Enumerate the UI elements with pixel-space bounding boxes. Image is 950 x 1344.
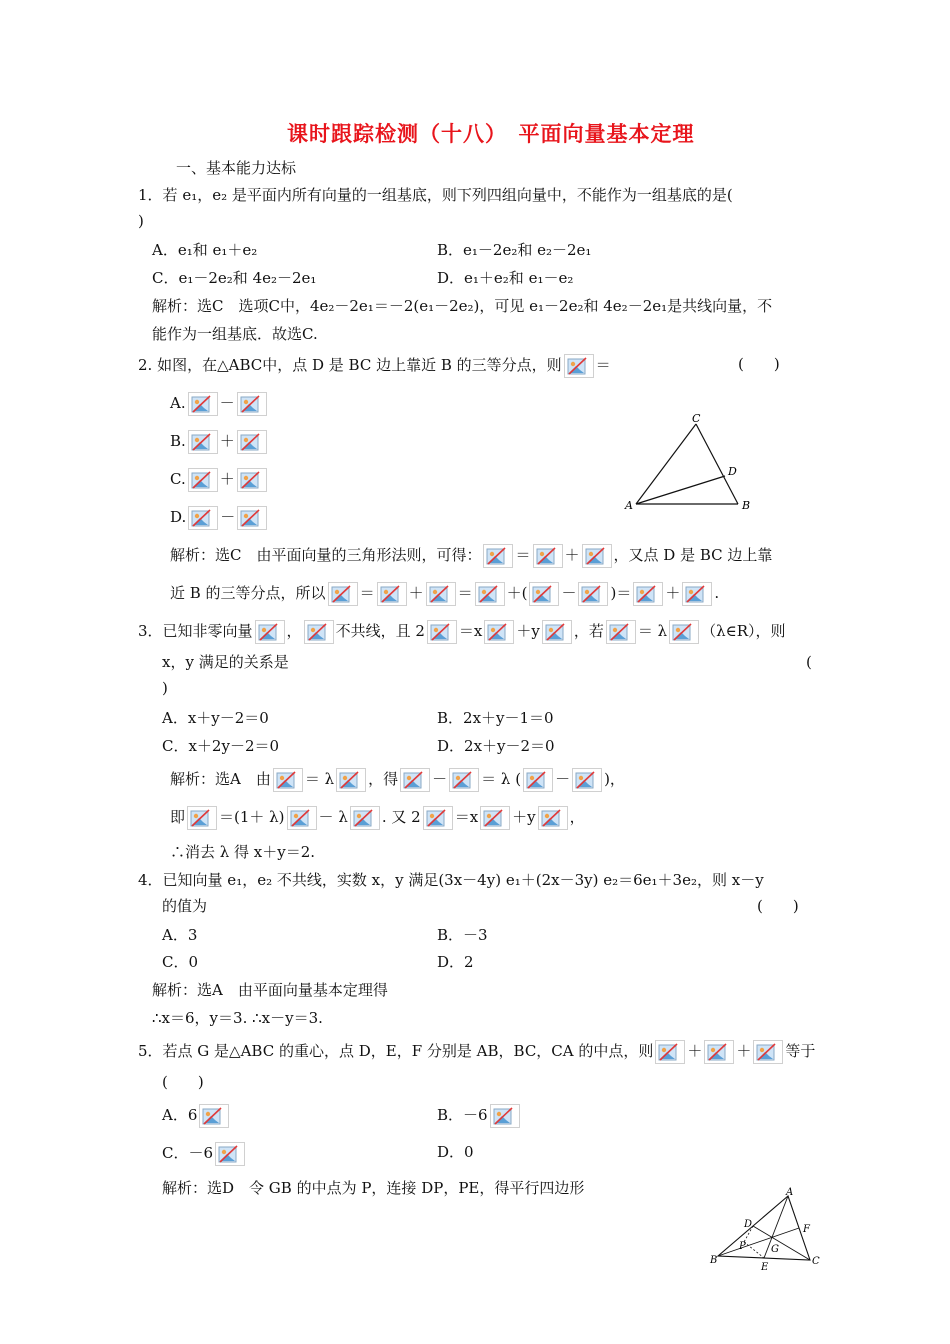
q5-triangle-figure (706, 1186, 826, 1272)
vector-image-icon (449, 768, 479, 792)
q3-option-c: C．x＋2y－2＝0 (162, 737, 280, 755)
vector-image-icon (400, 768, 430, 792)
label-p: P (739, 1241, 746, 1252)
section-heading: 一、基本能力达标 (176, 159, 297, 177)
vector-image-icon (483, 544, 513, 568)
vector-image-icon (490, 1104, 520, 1128)
q2-option-d: D. － (170, 506, 269, 530)
q4-option-d: D．2 (437, 953, 474, 971)
q1-answer-line1: 解析：选C 选项C中，4e₂－2e₁＝－2(e₁－2e₂)，可见 e₁－2e₂和 4e₂－2e₁是共线向量，不 (152, 297, 773, 315)
q3-answer-line2: 即 ＝(1＋ λ) － λ . 又 2 ＝x ＋y ， (170, 806, 585, 830)
vector-image-icon (753, 1040, 783, 1064)
vector-image-icon (188, 392, 218, 416)
vector-image-icon (572, 768, 602, 792)
vector-image-icon (655, 1040, 685, 1064)
q1-option-d: D．e₁＋e₂和 e₁－e₂ (437, 269, 574, 287)
vector-image-icon (564, 354, 594, 378)
q4-stem-line2: 的值为 (162, 897, 208, 915)
vector-image-icon (423, 806, 453, 830)
vector-image-icon (484, 620, 514, 644)
vector-image-icon (215, 1142, 245, 1166)
q5-option-d: D．0 (437, 1143, 474, 1161)
vector-image-icon (273, 768, 303, 792)
vector-image-icon (542, 620, 572, 644)
q3-answer-line1: 解析：选A 由 ＝ λ ，得 － ＝ λ ( － )， (170, 768, 625, 792)
vector-image-icon (523, 768, 553, 792)
vector-image-icon (427, 620, 457, 644)
q1-stem-tail: ) (138, 212, 144, 230)
label-c: C (692, 412, 701, 425)
q3-answer-line3: ∴消去 λ 得 x＋y＝2. (170, 843, 316, 861)
q5-paren: ( ) (162, 1073, 204, 1091)
q3-option-a: A．x＋y－2＝0 (162, 709, 269, 727)
vector-image-icon (578, 582, 608, 606)
vector-image-icon (237, 430, 267, 454)
vector-image-icon (582, 544, 612, 568)
label-b: B (710, 1255, 718, 1266)
q4-answer-line1: 解析：选A 由平面向量基本定理得 (152, 981, 388, 999)
vector-image-icon (188, 430, 218, 454)
q5-stem: 5．若点 G 是△ABC 的重心，点 D，E，F 分别是 AB，BC，CA 的中点，则 ＋ ＋ 等于 (138, 1040, 815, 1064)
q1-stem: 1．若 e₁，e₂ 是平面内所有向量的一组基底，则下列四组向量中，不能作为一组基底的是( (138, 186, 733, 204)
vector-image-icon (237, 468, 267, 492)
label-f: F (803, 1224, 810, 1235)
q5-option-a: A．6 (162, 1104, 231, 1128)
vector-image-icon (188, 468, 218, 492)
q4-option-c: C．0 (162, 953, 199, 971)
vector-image-icon (682, 582, 712, 606)
vector-image-icon (704, 1040, 734, 1064)
q4-paren: ( ) (757, 897, 799, 915)
q5-answer-line1: 解析：选D 令 GB 的中点为 P，连接 DP，PE，得平行四边形 (162, 1179, 585, 1197)
q2-stem: 2. 如图，在△ABC中，点 D 是 BC 边上靠近 B 的三等分点，则 ＝ (138, 354, 611, 378)
label-b: B (742, 499, 751, 512)
q3-option-b: B．2x＋y－1＝0 (437, 709, 554, 727)
q3-paren-right: ) (162, 679, 168, 697)
vector-image-icon (538, 806, 568, 830)
vector-image-icon (480, 806, 510, 830)
vector-image-icon (237, 392, 267, 416)
vector-image-icon (187, 806, 217, 830)
vector-image-icon (533, 544, 563, 568)
q4-option-b: B．－3 (437, 926, 488, 944)
vector-image-icon (199, 1104, 229, 1128)
label-a: A (786, 1187, 794, 1198)
page-title: 课时跟踪检测（十八） 平面向量基本定理 (287, 121, 695, 146)
vector-image-icon (633, 582, 663, 606)
q2-option-b: B. ＋ (170, 430, 269, 454)
q5-option-b: B．－6 (437, 1104, 522, 1128)
vector-image-icon (475, 582, 505, 606)
label-a: A (625, 499, 633, 512)
q2-answer-line1: 解析：选C 由平面向量的三角形法则，可得： ＝ ＋ ，又点 D 是 BC 边上靠 (170, 544, 772, 568)
label-d: D (744, 1219, 753, 1230)
vector-image-icon (529, 582, 559, 606)
vector-image-icon (669, 620, 699, 644)
vector-image-icon (606, 620, 636, 644)
q2-option-c: C. ＋ (170, 468, 269, 492)
q2-paren: ( ) (738, 355, 780, 373)
label-d: D (728, 465, 737, 478)
q1-option-c: C．e₁－2e₂和 4e₂－2e₁ (152, 269, 317, 287)
vector-image-icon (255, 620, 285, 644)
vector-image-icon (237, 506, 267, 530)
vector-image-icon (188, 506, 218, 530)
vector-image-icon (287, 806, 317, 830)
vector-image-icon (304, 620, 334, 644)
vector-image-icon (426, 582, 456, 606)
vector-image-icon (350, 806, 380, 830)
q3-stem-line2: x，y 满足的关系是 (162, 653, 289, 671)
q1-option-b: B．e₁－2e₂和 e₂－2e₁ (437, 241, 592, 259)
q4-option-a: A．3 (162, 926, 198, 944)
vector-image-icon (336, 768, 366, 792)
q3-paren-left: ( (806, 653, 812, 671)
label-e: E (761, 1262, 769, 1272)
q5-option-c: C．－6 (162, 1142, 247, 1166)
q2-option-a: A. － (170, 392, 269, 416)
q2-triangle-figure (622, 410, 762, 514)
q3-stem: 3．已知非零向量 ， 不共线，且 2 ＝x ＋y ，若 ＝ λ （λ∈R），则 (138, 620, 786, 644)
label-g: G (771, 1244, 779, 1255)
q3-option-d: D．2x＋y－2＝0 (437, 737, 555, 755)
vector-image-icon (377, 582, 407, 606)
vector-image-icon (328, 582, 358, 606)
label-c: C (812, 1256, 820, 1267)
q4-answer-line2: ∴x＝6，y＝3. ∴x－y＝3. (152, 1009, 323, 1027)
q1-option-a: A．e₁和 e₁＋e₂ (152, 241, 258, 259)
q1-answer-line2: 能作为一组基底．故选C. (152, 325, 318, 343)
q4-stem-line1: 4．已知向量 e₁，e₂ 不共线，实数 x，y 满足(3x－4y) e₁＋(2x－3y) e₂＝6e₁＋3e₂，则 x－y (138, 871, 764, 889)
q2-answer-line2: 近 B 的三等分点，所以 ＝ ＋ ＝ ＋( － )＝ ＋ . (170, 582, 719, 606)
